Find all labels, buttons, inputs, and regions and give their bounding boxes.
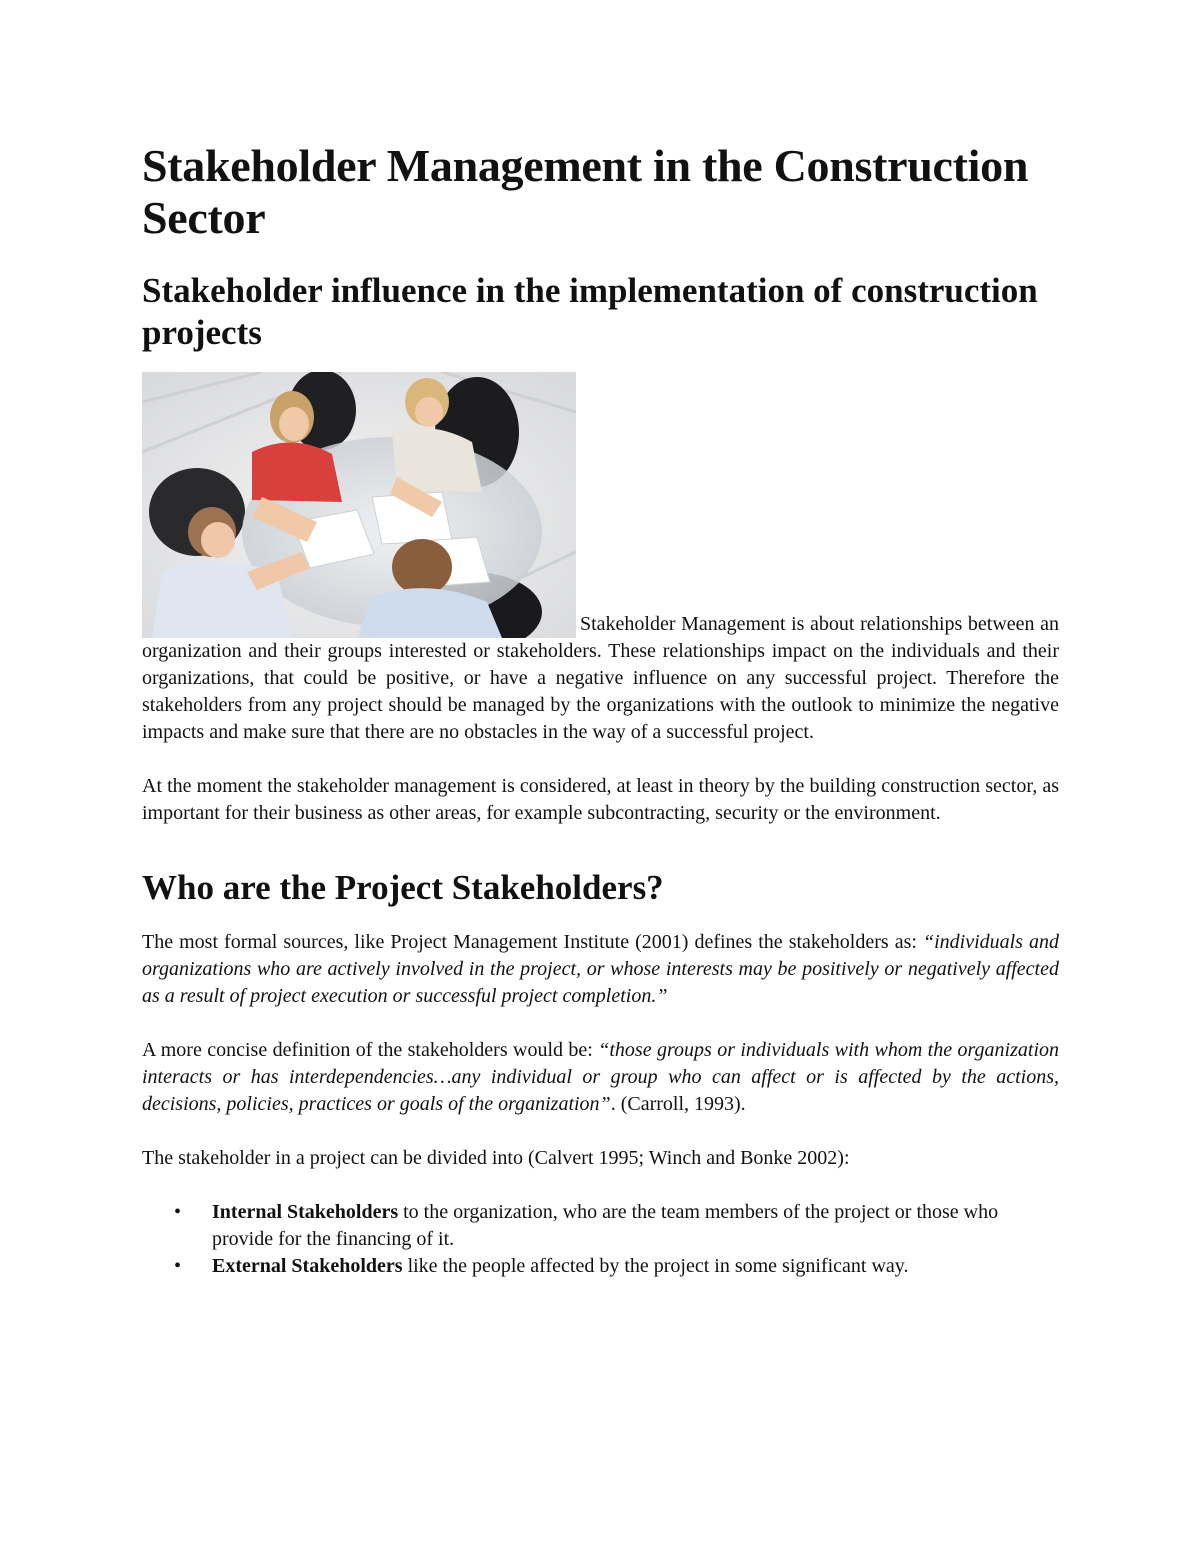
definition-1-quote: “individuals and organizations who are actively involved in the project, or whose interests may be positively or negatively affected as a result of project execution or successful project completion.”: [142, 931, 1059, 1007]
list-item-term: Internal Stakeholders: [212, 1201, 399, 1223]
list-item: [174, 1253, 1059, 1280]
definition-2-quote: “those groups or individuals with whom the organization interacts or has interdependencies…any individual or group who can affect or is affected by the actions, decisions, policies, practices or goals of the organization”: [142, 1039, 1060, 1115]
definition-2-lead: A more concise definition of the stakeholders would be:: [142, 1039, 599, 1061]
list-item-term: External Stakeholders: [212, 1255, 403, 1277]
document-title: Stakeholder Management in the Construction Sector: [142, 140, 1029, 243]
intro-section: [142, 372, 1059, 827]
document-subtitle: Stakeholder influence in the implementation of construction projects: [142, 271, 1038, 352]
list-item-text: like the people affected by the project in some significant way.: [402, 1255, 909, 1277]
list-item: [174, 1199, 1059, 1253]
definition-1-lead: The most formal sources, like Project Management Institute (2001) defines the stakeholders as:: [142, 931, 923, 953]
division-paragraph: The stakeholder in a project can be divided into (Calvert 1995; Winch and Bonke 2002):: [142, 1147, 850, 1169]
intro-paragraph-2: At the moment the stakeholder management is considered, at least in theory by the building construction sector, as important for their business as other areas, for example subcontracting, security or the environment.: [142, 775, 1059, 824]
stakeholder-list: [142, 1199, 1059, 1280]
section-heading: Who are the Project Stakeholders?: [142, 868, 664, 907]
definition-paragraph-1: [142, 929, 1059, 1010]
definition-2-citation: . (Carroll, 1993).: [610, 1093, 746, 1115]
bullet-icon: •: [174, 1255, 182, 1277]
definition-paragraph-2: [142, 1037, 1059, 1118]
list-item-text: to the organization, who are the team members of the project or those who provide for the financing of it.: [212, 1201, 999, 1250]
intro-paragraph-1: Stakeholder Management is about relationships between an organization and their groups interested or stakeholders. These relationships impact on the individuals and their organizations, that could be positive, or have a negative influence on any successful project. Therefore the stakeholders from any project should be managed by the organizations with the outlook to minimize the negative impacts and make sure that there are no obstacles in the way of a successful project.: [142, 613, 1059, 743]
document-page: [142, 140, 1059, 1280]
meeting-photo-illustration: [142, 372, 576, 638]
bullet-icon: •: [174, 1201, 182, 1223]
meeting-photo: [142, 372, 576, 638]
